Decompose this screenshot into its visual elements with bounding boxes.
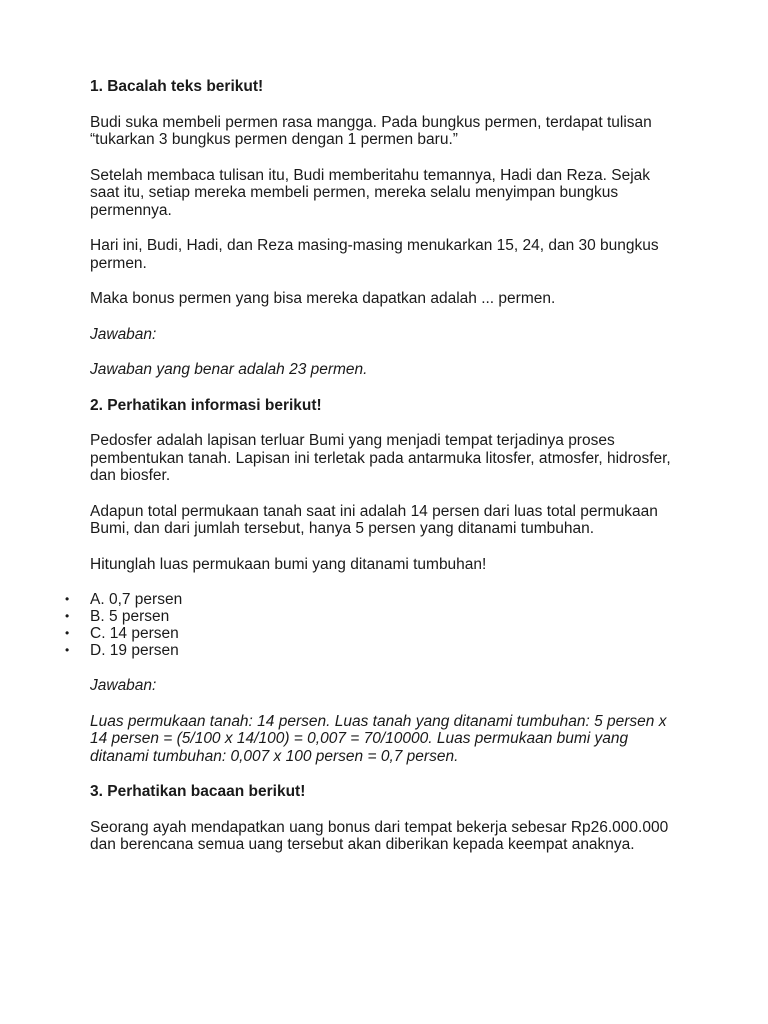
option-label: D. 19 persen bbox=[90, 642, 179, 659]
question-3-paragraph-1: Seorang ayah mendapatkan uang bonus dari tempat bekerja sebesar Rp26.000.000 dan berencana semua uang tersebut akan diberikan kepada keempat anaknya. bbox=[90, 818, 669, 853]
question-2-options-list bbox=[65, 591, 680, 659]
bullet-icon: • bbox=[65, 626, 70, 640]
question-1-paragraph-4: Maka bonus permen yang bisa mereka dapatkan adalah ... permen. bbox=[90, 290, 556, 307]
option-item bbox=[65, 608, 680, 625]
question-2-answer: Luas permukaan tanah: 14 persen. Luas tanah yang ditanami tumbuhan: 5 persen x 14 persen = (5/100 x 14/100) = 0,007 = 70/10000. Luas permukaan bumi yang ditanami tumbuhan: 0,007 x 100 persen = 0,7 persen. bbox=[90, 712, 667, 765]
question-1-answer-label: Jawaban: bbox=[90, 325, 157, 343]
question-1-paragraph-1: Budi suka membeli permen rasa mangga. Pada bungkus permen, terdapat tulisan “tukarkan 3 bungkus permen dengan 1 permen baru.” bbox=[90, 113, 652, 148]
bullet-icon: • bbox=[65, 643, 70, 657]
question-2-paragraph-2: Adapun total permukaan tanah saat ini adalah 14 persen dari luas total permukaan Bumi, dan dari jumlah tersebut, hanya 5 persen yang ditanami tumbuhan. bbox=[90, 502, 658, 537]
question-2-paragraph-1: Pedosfer adalah lapisan terluar Bumi yang menjadi tempat terjadinya proses pembentukan tanah. Lapisan ini terletak pada antarmuka litosfer, atmosfer, hidrosfer, dan biosfer. bbox=[90, 432, 671, 484]
question-1-paragraph-2: Setelah membaca tulisan itu, Budi memberitahu temannya, Hadi dan Reza. Sejak saat itu, setiap mereka membeli permen, mereka selalu menyimpan bungkus permennya. bbox=[90, 166, 651, 219]
option-label: A. 0,7 persen bbox=[90, 591, 183, 608]
bullet-icon: • bbox=[65, 609, 70, 623]
question-1-heading: 1. Bacalah teks berikut! bbox=[90, 78, 264, 95]
question-2-paragraph-3: Hitunglah luas permukaan bumi yang ditanami tumbuhan! bbox=[90, 555, 487, 573]
question-3-heading: 3. Perhatikan bacaan berikut! bbox=[90, 783, 306, 800]
option-item bbox=[65, 642, 680, 659]
question-2-answer-label: Jawaban: bbox=[90, 677, 157, 694]
question-1-paragraph-3: Hari ini, Budi, Hadi, dan Reza masing-masing menukarkan 15, 24, dan 30 bungkus permen. bbox=[90, 237, 659, 272]
question-2-heading: 2. Perhatikan informasi berikut! bbox=[90, 396, 322, 414]
option-item bbox=[65, 625, 680, 642]
option-item bbox=[65, 591, 680, 608]
bullet-icon: • bbox=[65, 592, 70, 606]
option-label: C. 14 persen bbox=[90, 625, 179, 642]
question-1-answer: Jawaban yang benar adalah 23 permen. bbox=[90, 361, 368, 378]
document-page bbox=[65, 78, 680, 872]
option-label: B. 5 persen bbox=[90, 608, 170, 625]
